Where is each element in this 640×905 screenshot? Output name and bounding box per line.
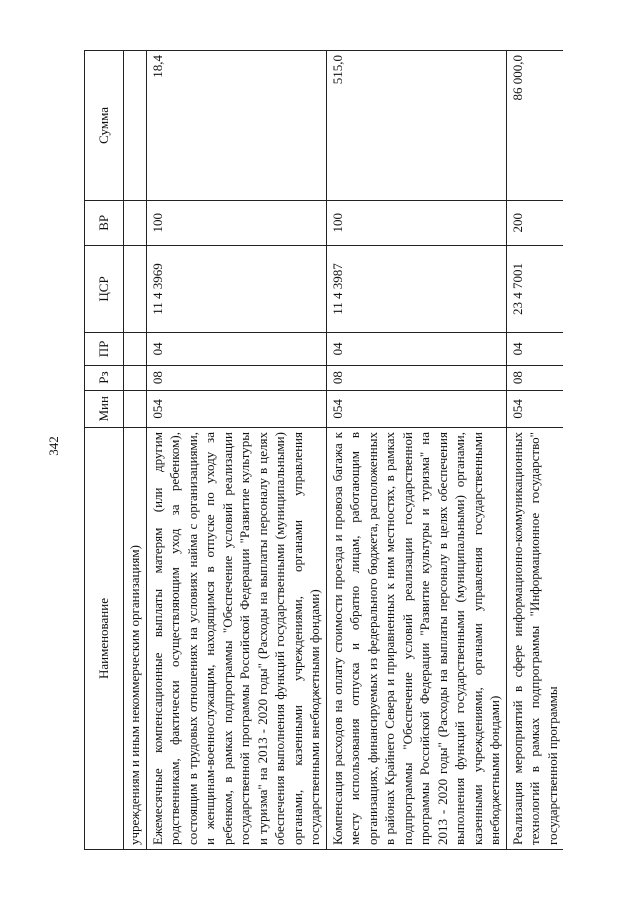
table-row-continuation bbox=[124, 51, 147, 850]
row-vr: 200 bbox=[506, 200, 563, 245]
row-rz: 08 bbox=[146, 365, 326, 390]
header-min: Мин bbox=[85, 390, 124, 427]
table-row bbox=[506, 51, 563, 850]
row-csr: 11 4 3969 bbox=[146, 245, 326, 332]
table-header-row bbox=[85, 51, 124, 850]
row-min: 054 bbox=[146, 390, 326, 427]
row-sum: 86 000,0 bbox=[506, 51, 563, 201]
table-row bbox=[326, 51, 506, 850]
row-rz: 08 bbox=[326, 365, 506, 390]
row-sum: 515,0 bbox=[326, 51, 506, 201]
row-sum: 18,4 bbox=[146, 51, 326, 201]
row-vr: 100 bbox=[326, 200, 506, 245]
row-pr: 04 bbox=[146, 333, 326, 365]
row-continuation-name: учреждениям и иным некоммерческим организациям) bbox=[124, 428, 147, 850]
rotated-table-container bbox=[84, 50, 604, 850]
header-csr: ЦСР bbox=[85, 245, 124, 332]
budget-table bbox=[84, 50, 563, 850]
header-pr: ПР bbox=[85, 333, 124, 365]
row-name: Реализация мероприятий в сфере информационно-коммуникационных технологий в рамках подпрограммы "Информационное государство" государственной программы bbox=[506, 428, 563, 850]
row-vr: 100 bbox=[146, 200, 326, 245]
row-name: Ежемесячные компенсационные выплаты матерям (или другим родственникам, фактически осуществляющим уход за ребенком), состоящим в трудовых отношениях на условиях найма с организациями, и женщинам-военнослужащим, находящимся в отпуске по уходу за ребенком, в рамках подпрограммы "Обеспечение условий реализации государственной программы Российской Федерации "Развитие культуры и туризма" на 2013 - 2020 годы" (Расходы на выплаты персоналу в целях обеспечения выполнения функций государственными (муниципальными) органами, казенными учреждениями, органами управления государственными внебюджетными фондами) bbox=[146, 428, 326, 850]
row-min: 054 bbox=[326, 390, 506, 427]
row-pr: 04 bbox=[326, 333, 506, 365]
header-name: Наименование bbox=[85, 428, 124, 850]
row-csr: 11 4 3987 bbox=[326, 245, 506, 332]
table-row bbox=[146, 51, 326, 850]
row-rz: 08 bbox=[506, 365, 563, 390]
row-name: Компенсация расходов на оплату стоимости проезда и провоза багажа к месту использования отпуска и обратно лицам, работающим в организациях, финансируемых из федерального бюджета, расположенных в районах Крайнего Севера и приравненных к ним местностях, в рамках подпрограммы "Обеспечение условий реализации государственной программы Российской Федерации "Развитие культуры и туризма" на 2013 - 2020 годы" (Расходы на выплаты персоналу в целях обеспечения выполнения функций государственными (муниципальными) органами, казенными учреждениями, органами управления государственными внебюджетными фондами) bbox=[326, 428, 506, 850]
header-rz: Рз bbox=[85, 365, 124, 390]
row-csr: 23 4 7001 bbox=[506, 245, 563, 332]
row-min: 054 bbox=[506, 390, 563, 427]
header-sum: Сумма bbox=[85, 51, 124, 201]
row-pr: 04 bbox=[506, 333, 563, 365]
header-vr: ВР bbox=[85, 200, 124, 245]
page-number: 342 bbox=[46, 436, 61, 456]
